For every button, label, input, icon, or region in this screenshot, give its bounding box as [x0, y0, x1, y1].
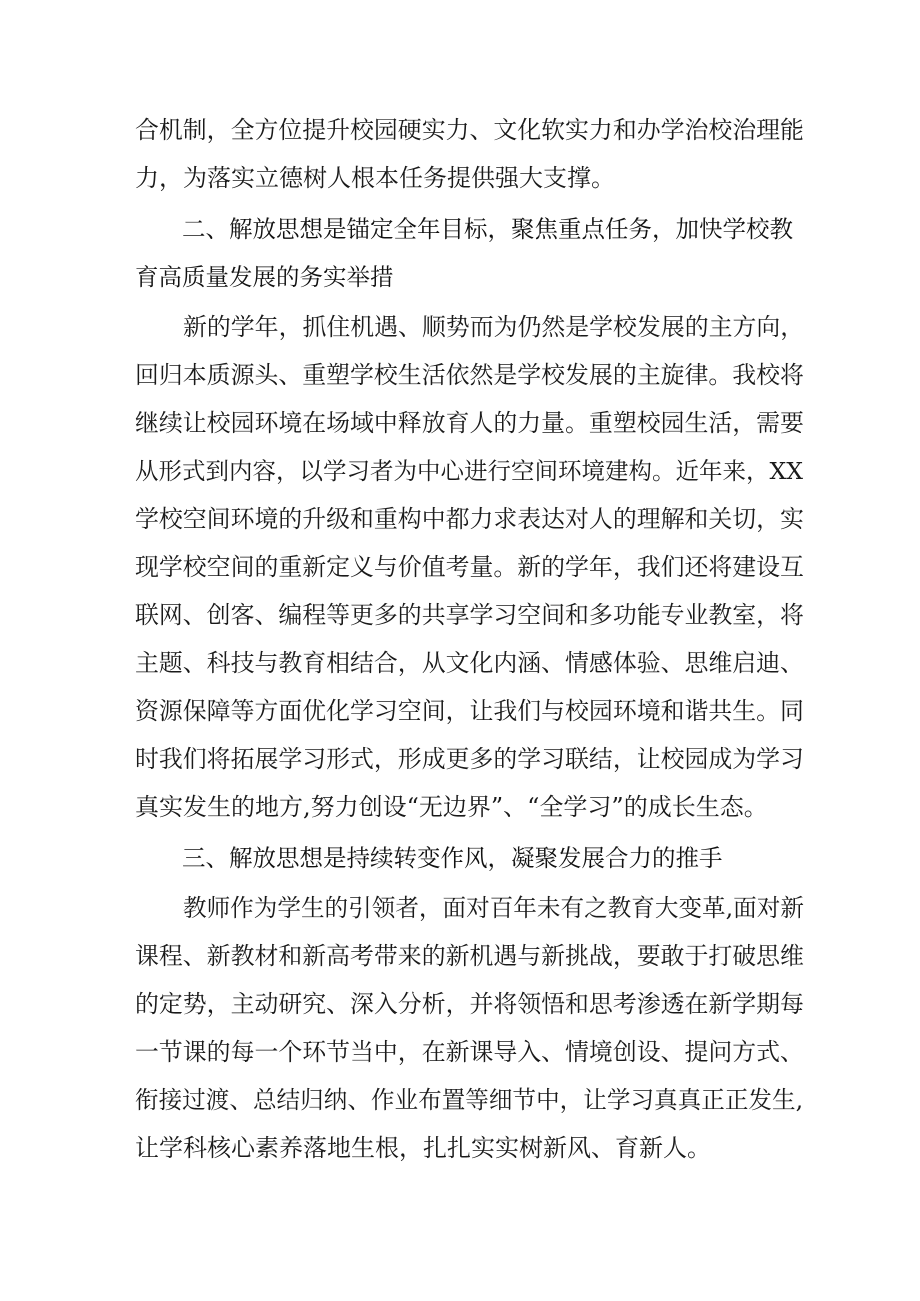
paragraph-line: 让学科核心素养落地生根，扎扎实实树新风、育新人。	[135, 1134, 711, 1162]
intro-line: 合机制，全方位提升校园硬实力、文化软实力和办学治校治理能	[135, 116, 804, 144]
section-heading-2: 育高质量发展的务实举措	[135, 263, 394, 291]
paragraph-line: 时我们将拓展学习形式，形成更多的学习联结，让校园成为学习	[135, 745, 804, 773]
paragraph-line: 现学校空间的重新定义与价值考量。新的学年，我们还将建设互	[135, 553, 804, 581]
paragraph-line: 新的学年，抓住机遇、顺势而为仍然是学校发展的主方向，	[183, 313, 805, 341]
intro-line: 力，为落实立德树人根本任务提供强大支撑。	[135, 164, 615, 192]
paragraph-line: 学校空间环境的升级和重构中都力求表达对人的理解和关切，实	[135, 505, 804, 533]
paragraph-line: 继续让校园环境在场域中释放育人的力量。重塑校园生活，需要	[135, 409, 804, 437]
paragraph-line: 一节课的每一个环节当中，在新课导入、情境创设、提问方式、	[135, 1038, 804, 1066]
paragraph-line: 课程、新教材和新高考带来的新机遇与新挑战，要敢于打破思维	[135, 942, 804, 970]
paragraph-line: 教师作为学生的引领者，面对百年未有之教育大变革,面对新	[183, 894, 804, 922]
section-heading-3: 三、解放思想是持续转变作风，凝聚发展合力的推手	[182, 844, 723, 872]
paragraph-line: 从形式到内容，以学习者为中心进行空间环境建构。近年来，XX	[135, 457, 803, 485]
paragraph-line: 真实发生的地方,努力创设“无边界”、“全学习”的成长生态。	[135, 793, 768, 821]
paragraph-line: 联网、创客、编程等更多的共享学习空间和多功能专业教室，将	[135, 601, 804, 629]
paragraph-line: 资源保障等方面优化学习空间，让我们与校园环境和谐共生。同	[135, 697, 804, 725]
paragraph-line: 主题、科技与教育相结合，从文化内涵、情感体验、思维启迪、	[135, 649, 804, 677]
paragraph-line: 衔接过渡、总结归纳、作业布置等细节中，让学习真真正正发生,	[135, 1086, 804, 1114]
section-heading-2: 二、解放思想是锚定全年目标，聚焦重点任务，加快学校教	[182, 215, 793, 243]
paragraph-line: 回归本质源头、重塑学校生活依然是学校发展的主旋律。我校将	[135, 361, 804, 389]
paragraph-line: 的定势，主动研究、深入分析，并将领悟和思考渗透在新学期每	[135, 990, 804, 1018]
